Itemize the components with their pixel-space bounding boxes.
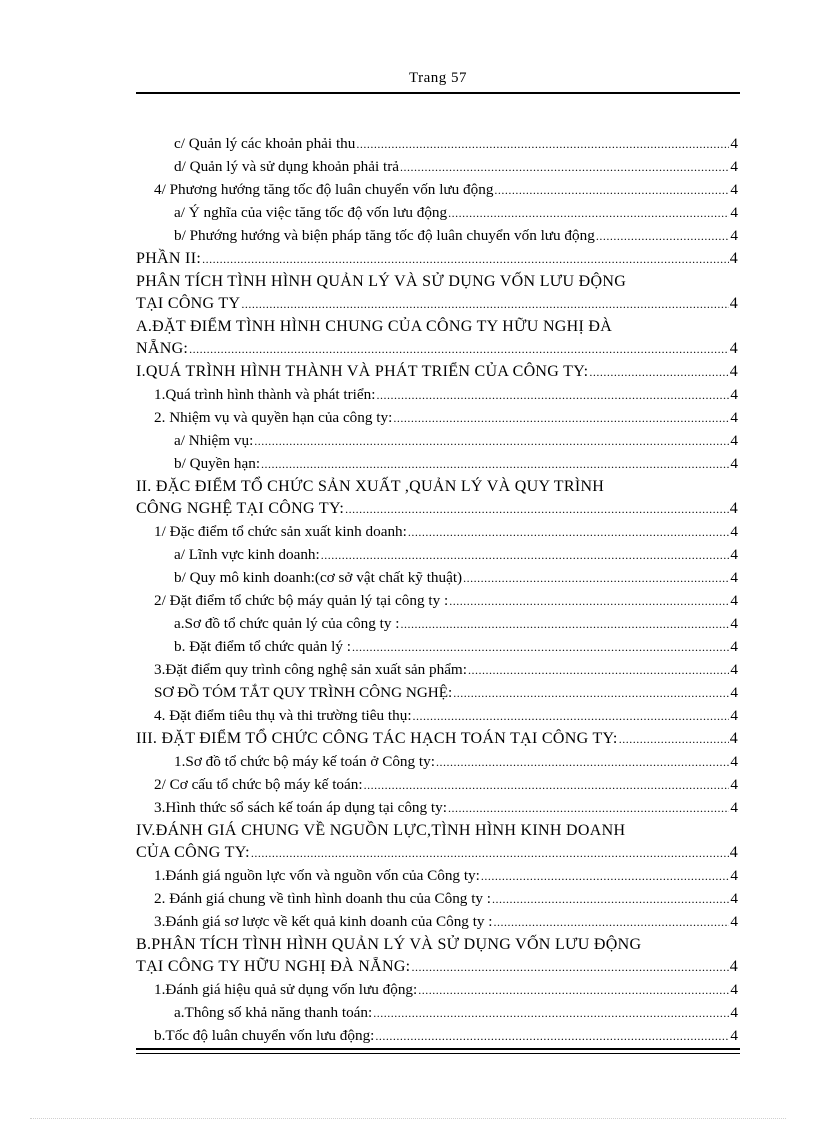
dot-leader [393,407,729,429]
dot-leader [202,248,729,270]
toc-page-number: 4 [730,569,738,586]
toc-entry[interactable] [136,612,738,635]
dot-leader [418,979,729,1001]
dot-leader [589,361,728,383]
toc-entry[interactable] [136,383,738,406]
toc-entry[interactable] [136,452,738,475]
dot-leader [400,156,729,178]
dot-leader [481,865,730,887]
toc-entry-title: c/ Quản lý các khoản phải thu [174,135,356,152]
toc-page-number: 4 [729,958,738,975]
toc-page-number: 4 [729,730,738,747]
dot-leader [356,133,729,155]
toc-entry-title: 1/ Đặc điểm tổ chức sản xuất kinh doanh: [154,523,407,540]
dot-leader [619,728,729,750]
toc-entry[interactable] [136,796,738,819]
toc-entry[interactable] [136,520,738,543]
toc-page-number: 4 [730,867,738,884]
toc-entry-title-line: B.PHÂN TÍCH TÌNH HÌNH QUẢN LÝ VÀ SỬ DỤNG VỐN LƯU ĐỘNG [136,936,642,953]
toc-entry-title: d/ Quản lý và sử dụng khoản phải trả [174,158,400,175]
page-edge [30,1118,786,1119]
toc-page-number: 4 [730,546,738,563]
toc-entry-title: 1.Sơ đồ tổ chức bộ máy kế toán ở Công ty: [174,753,435,770]
toc-entry[interactable] [136,681,738,704]
toc-page-number: 4 [730,638,738,655]
toc-page-number: 4 [730,913,738,930]
toc-page-number: 4 [730,1027,738,1044]
toc-page-number: 4 [730,776,738,793]
toc-entry-title: TẠI CÔNG TY HỮU NGHỊ ĐÀ NẴNG: [136,958,411,975]
toc-entry[interactable] [136,1001,738,1024]
dot-leader [251,842,729,864]
toc-entry[interactable] [136,270,738,315]
toc-entry[interactable] [136,132,738,155]
page-header: Trang 57 [408,70,468,86]
toc-page-number: 4 [729,295,738,312]
toc-entry-title: 2. Đánh giá chung về tình hình doanh thu của Công ty : [154,890,492,907]
toc-entry[interactable] [136,910,738,933]
toc-entry-title-line: A.ĐẶT ĐIỂM TÌNH HÌNH CHUNG CỦA CÔNG TY HỮU NGHỊ ĐÀ [136,318,613,335]
toc-entry[interactable] [136,178,738,201]
dot-leader [436,751,729,773]
toc-page-number: 4 [730,1004,738,1021]
toc-entry-title: a/ Lĩnh vực kinh doanh: [174,546,320,563]
toc-page-number: 4 [729,250,738,267]
toc-page-number: 4 [730,684,738,701]
dot-leader [373,1002,729,1024]
dot-leader [413,705,730,727]
dot-leader [375,1025,729,1047]
toc-entry[interactable] [136,247,738,270]
toc-entry[interactable] [136,635,738,658]
toc-page-number: 4 [730,386,738,403]
toc-entry[interactable] [136,589,738,612]
footer-rule-thin [136,1053,740,1054]
toc-page-number: 4 [730,753,738,770]
toc-page-number: 4 [730,890,738,907]
toc-entry[interactable] [136,429,738,452]
dot-leader [448,202,729,224]
toc-entry-title: 3.Đặt điểm quy trình công nghệ sản xuất sản phẩm: [154,661,467,678]
toc-entry[interactable] [136,155,738,178]
toc-entry-title-line: II. ĐẶC ĐIỂM TỔ CHỨC SẢN XUẤT ,QUẢN LÝ VÀ QUY TRÌNH [136,478,605,495]
toc-page-number: 4 [730,432,738,449]
toc-entry-title: SƠ ĐỒ TÓM TẮT QUY TRÌNH CÔNG NGHỆ: [154,684,453,701]
dot-leader [449,590,729,612]
toc-page-number: 4 [730,227,738,244]
toc-entry[interactable] [136,864,738,887]
dot-leader [468,659,729,681]
toc-entry[interactable] [136,360,738,383]
toc-entry[interactable] [136,543,738,566]
dot-leader [189,338,729,360]
dot-leader [364,774,730,796]
dot-leader [492,888,729,910]
toc-entry-title-line: IV.ĐÁNH GIÁ CHUNG VỀ NGUỒN LỰC,TÌNH HÌNH KINH DOANH [136,822,626,839]
toc-page-number: 4 [729,844,738,861]
dot-leader [494,911,730,933]
dot-leader [494,179,729,201]
toc-entry-title: b.Tốc độ luân chuyển vốn lưu động: [154,1027,375,1044]
toc-page-number: 4 [730,615,738,632]
toc-entry[interactable] [136,750,738,773]
dot-leader [261,453,729,475]
dot-leader [453,682,729,704]
dot-leader [408,521,730,543]
dot-leader [411,956,728,978]
toc-entry-title: 2. Nhiệm vụ và quyền hạn của công ty: [154,409,393,426]
dot-leader [352,636,729,658]
toc-entry-title: b. Đặt điểm tổ chức quản lý : [174,638,351,655]
dot-leader [376,384,729,406]
header-rule [136,92,740,94]
toc-entry[interactable] [136,224,738,247]
toc-entry-title: PHẦN II: [136,250,202,267]
dot-leader [596,225,730,247]
dot-leader [254,430,729,452]
footer-rule [136,1048,740,1050]
toc-page-number: 4 [729,363,738,380]
toc-page-number: 4 [730,409,738,426]
toc-entry-title: b/ Quyền hạn: [174,455,261,472]
table-of-contents [136,132,738,1047]
toc-entry-title: 4/ Phương hướng tăng tốc độ luân chuyển vốn lưu động [154,181,494,198]
toc-page-number: 4 [730,661,738,678]
toc-page-number: 4 [729,500,738,517]
toc-page-number: 4 [730,455,738,472]
toc-entry-title: NẴNG: [136,340,189,357]
toc-entry-title: b/ Phướng hướng và biện pháp tăng tốc độ luân chuyển vốn lưu động [174,227,595,244]
toc-entry-title: a/ Nhiệm vụ: [174,432,254,449]
dot-leader [241,293,728,315]
toc-entry-title: 2/ Đặt điểm tổ chức bộ máy quản lý tại công ty : [154,592,449,609]
toc-entry[interactable] [136,315,738,360]
dot-leader [463,567,729,589]
toc-entry[interactable] [136,978,738,1001]
toc-entry[interactable] [136,727,738,750]
toc-page-number: 4 [730,799,738,816]
toc-page-number: 4 [730,523,738,540]
dot-leader [321,544,730,566]
toc-entry-title: 4. Đặt điểm tiêu thụ và thi trường tiêu thụ: [154,707,412,724]
toc-entry-title: a/ Ý nghĩa của việc tăng tốc độ vốn lưu động [174,204,448,221]
toc-entry[interactable] [136,566,738,589]
toc-page-number: 4 [730,158,738,175]
toc-entry[interactable] [136,201,738,224]
toc-entry[interactable] [136,933,738,978]
toc-entry-title: 2/ Cơ cấu tổ chức bộ máy kế toán: [154,776,363,793]
toc-entry-title: TẠI CÔNG TY [136,295,241,312]
toc-entry-title: III. ĐẶT ĐIỂM TỔ CHỨC CÔNG TÁC HẠCH TOÁN TẠI CÔNG TY: [136,730,618,747]
toc-page-number: 4 [730,592,738,609]
toc-entry-title: 1.Quá trình hình thành và phát triển: [154,386,376,403]
toc-entry-title: CỦA CÔNG TY: [136,844,250,861]
toc-entry-title: 3.Hình thức sổ sách kế toán áp dụng tại công ty: [154,799,447,816]
toc-entry-title: CÔNG NGHỆ TẠI CÔNG TY: [136,500,345,517]
toc-entry[interactable] [136,1024,738,1047]
toc-entry-title: 3.Đánh giá sơ lược về kết quả kinh doanh của Công ty : [154,913,493,930]
toc-entry-title: I.QUÁ TRÌNH HÌNH THÀNH VÀ PHÁT TRIỂN CỦA CÔNG TY: [136,363,589,380]
toc-entry-title-line: PHÂN TÍCH TÌNH HÌNH QUẢN LÝ VÀ SỬ DỤNG VỐN LƯU ĐỘNG [136,273,627,290]
dot-leader [345,498,729,520]
toc-page-number: 4 [730,981,738,998]
toc-page-number: 4 [730,707,738,724]
toc-entry-title: a.Thông số khả năng thanh toán: [174,1004,373,1021]
toc-entry-title: 1.Đánh giá hiệu quả sử dụng vốn lưu động: [154,981,418,998]
toc-entry[interactable] [136,406,738,429]
toc-entry[interactable] [136,773,738,796]
toc-entry[interactable] [136,475,738,520]
toc-entry-title: a.Sơ đồ tổ chức quản lý của công ty : [174,615,400,632]
toc-page-number: 4 [730,181,738,198]
dot-leader [448,797,729,819]
toc-entry[interactable] [136,819,738,864]
toc-entry[interactable] [136,704,738,727]
toc-page-number: 4 [730,135,738,152]
dot-leader [400,613,729,635]
toc-page-number: 4 [729,340,738,357]
toc-entry-title: b/ Quy mô kinh doanh:(cơ sở vật chất kỹ thuật) [174,569,463,586]
toc-entry-title: 1.Đánh giá nguồn lực vốn và nguồn vốn của Công ty: [154,867,480,884]
toc-entry[interactable] [136,658,738,681]
toc-entry[interactable] [136,887,738,910]
toc-page-number: 4 [730,204,738,221]
